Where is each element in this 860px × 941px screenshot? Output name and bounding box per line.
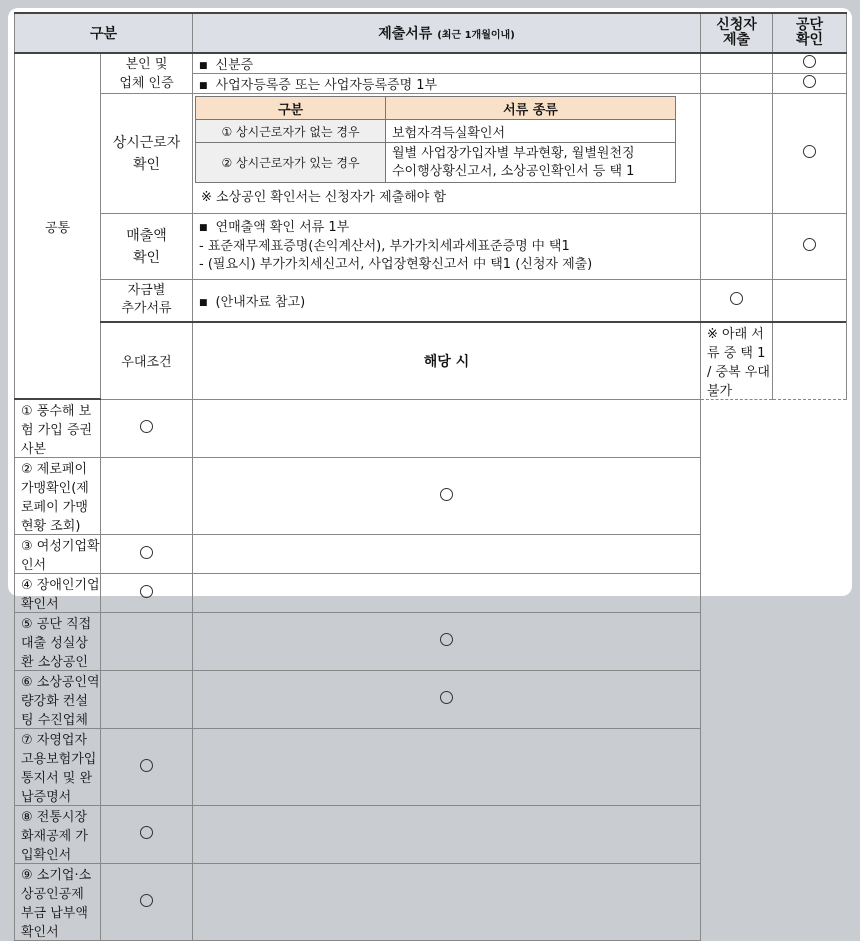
preference-item-text: ⑨ 소기업·소상공인공제 부금 납부액 확인서: [15, 864, 101, 941]
identity-item-id: [193, 53, 701, 74]
identity-item-biz-text: ■ 사업자등록증 또는 사업자등록증명 1부: [199, 78, 437, 93]
preference-items: [15, 399, 847, 941]
employee-inner-table: [195, 96, 676, 183]
inner-header-docs: 서류 종류: [386, 97, 676, 120]
employee-agency: [773, 94, 847, 214]
agency-check-circle: [440, 633, 453, 646]
agency-check-circle: [803, 238, 816, 251]
fund-label: [101, 280, 193, 322]
identity-item-id-text: ■ 신분증: [199, 58, 253, 73]
applicant-check-circle: [140, 894, 153, 907]
preference-item-agency: [193, 613, 701, 671]
employee-docs: [193, 94, 701, 214]
preference-item-applicant: [101, 806, 193, 864]
fund-row: [15, 280, 847, 322]
identity-id-applicant: [701, 53, 773, 74]
preference-item-agency: [193, 458, 701, 535]
employee-applicant: [701, 94, 773, 214]
inner-case-none: ① 상시근로자가 없는 경우: [196, 120, 386, 143]
header-agency-line2: 확인: [795, 32, 824, 48]
employee-label-line1: 상시근로자: [112, 134, 181, 151]
employee-note: ※ 소상공인 확인서는 신청자가 제출해야 함: [201, 190, 447, 205]
preference-note: ※ 아래 서류 중 택 1 / 중복 우대 불가: [701, 322, 773, 400]
sales-line-3: - (필요시) 부가가치세신고서, 사업장현황신고서 中 택1 (신청자 제출): [199, 257, 593, 272]
sales-line-2: - 표준재무제표증명(손익계산서), 부가가치세과세표준증명 中 택1: [199, 239, 570, 254]
preference-item-text: ⑥ 소상공인역량강화 컨설팅 수진업체: [15, 671, 101, 729]
identity-label-line2: 업체 인증: [119, 75, 174, 91]
sales-line-1-text: ■ 연매출액 확인 서류 1부: [199, 220, 349, 235]
header-documents: [193, 13, 701, 53]
applicant-check-circle: [140, 585, 153, 598]
preference-item-row: [15, 399, 847, 458]
preference-item-applicant: [101, 729, 193, 806]
inner-header-category: 구분: [196, 97, 386, 120]
preference-item-agency: [193, 399, 701, 458]
preference-item-row: [15, 535, 847, 574]
agency-check-circle: [440, 488, 453, 501]
header-category: 구분: [15, 13, 193, 53]
agency-check-circle: [440, 691, 453, 704]
inner-docs-none: 보험자격득실확인서: [386, 120, 676, 143]
preference-item-applicant: [101, 613, 193, 671]
preference-item-applicant: [101, 458, 193, 535]
required-documents-table: [14, 12, 847, 941]
preference-item-row: [15, 729, 847, 806]
preference-item-applicant: [101, 574, 193, 613]
applicant-check-circle: [140, 826, 153, 839]
preference-item-text: ③ 여성기업확인서: [15, 535, 101, 574]
applicant-check-circle: [140, 546, 153, 559]
fund-label-line2: 추가서류: [121, 301, 172, 317]
identity-biz-applicant: [701, 74, 773, 94]
identity-label-line1: 본인 및: [125, 56, 168, 72]
sales-label: [101, 214, 193, 280]
preference-item-agency: [193, 535, 701, 574]
preference-item-text: ⑤ 공단 직접대출 성실상환 소상공인: [15, 613, 101, 671]
agency-check-circle: [803, 145, 816, 158]
fund-item-text: ■ (안내자료 참고): [199, 295, 305, 310]
preference-note-applicant: [773, 322, 847, 400]
preference-item-row: [15, 864, 847, 941]
sales-row: [15, 214, 847, 280]
agency-check-circle: [803, 55, 816, 68]
preference-item-agency: [193, 806, 701, 864]
inner-docs-some: [386, 143, 676, 183]
fund-agency: [773, 280, 847, 322]
preference-item-text: ④ 장애인기업확인서: [15, 574, 101, 613]
sales-applicant: [701, 214, 773, 280]
fund-applicant: [701, 280, 773, 322]
applicant-check-circle: [730, 292, 743, 305]
header-agency-line1: 공단: [795, 17, 824, 33]
inner-docs-some-line1: 월별 사업장가입자별 부과현황, 월별원천징: [392, 145, 635, 161]
preference-item-applicant: [101, 535, 193, 574]
employee-row: [15, 94, 847, 214]
header-row: [15, 13, 847, 53]
preference-sub-label: 해당 시: [193, 322, 701, 400]
employee-label: [101, 94, 193, 214]
applicant-check-circle: [140, 759, 153, 772]
preference-item-applicant: [101, 399, 193, 458]
preference-item-text: ① 풍수해 보험 가입 증권 사본: [15, 399, 101, 458]
preference-item-row: [15, 458, 847, 535]
header-agency: [773, 13, 847, 53]
fund-label-line1: 자금별: [127, 283, 166, 299]
header-applicant-line1: 신청자: [716, 17, 757, 33]
preference-item-agency: [193, 864, 701, 941]
employee-label-line2: 확인: [132, 156, 161, 173]
header-documents-sub: (최근 1개월이내): [437, 30, 515, 41]
applicant-check-circle: [140, 420, 153, 433]
preference-item-applicant: [101, 864, 193, 941]
preference-item-text: ⑧ 전통시장 화재공제 가입확인서: [15, 806, 101, 864]
preference-item-text: ② 제로페이 가맹확인(제로페이 가맹현황 조회): [15, 458, 101, 535]
header-documents-title: 제출서류: [378, 26, 433, 42]
header-applicant: [701, 13, 773, 53]
preference-note-row: [15, 322, 847, 400]
identity-id-agency: [773, 53, 847, 74]
preference-item-agency: [193, 574, 701, 613]
sales-label-line2: 확인: [132, 249, 161, 266]
identity-item-biz: [193, 74, 701, 94]
header-applicant-line2: 제출: [722, 32, 751, 48]
preference-item-text: ⑦ 자영업자 고용보험가입통지서 및 완납증명서: [15, 729, 101, 806]
sales-label-line1: 매출액: [126, 227, 167, 244]
preference-label: 우대조건: [101, 322, 193, 400]
preference-item-row: [15, 671, 847, 729]
common-label: 공통: [15, 53, 101, 399]
inner-case-some: ② 상시근로자가 있는 경우: [196, 143, 386, 183]
identity-row-1: [15, 53, 847, 74]
preference-item-row: [15, 574, 847, 613]
sales-line-1: [199, 219, 700, 238]
identity-biz-agency: [773, 74, 847, 94]
document-card: [8, 8, 852, 940]
preference-item-agency: [193, 671, 701, 729]
agency-check-circle: [803, 75, 816, 88]
preference-item-agency: [193, 729, 701, 806]
preference-item-row: [15, 806, 847, 864]
inner-docs-some-line2: 수이행상황신고서, 소상공인확인서 등 택 1: [392, 163, 635, 179]
sales-agency: [773, 214, 847, 280]
preference-item-row: [15, 613, 847, 671]
identity-label: [101, 53, 193, 94]
sales-docs: [193, 214, 701, 280]
fund-docs: [193, 280, 701, 322]
preference-item-applicant: [101, 671, 193, 729]
